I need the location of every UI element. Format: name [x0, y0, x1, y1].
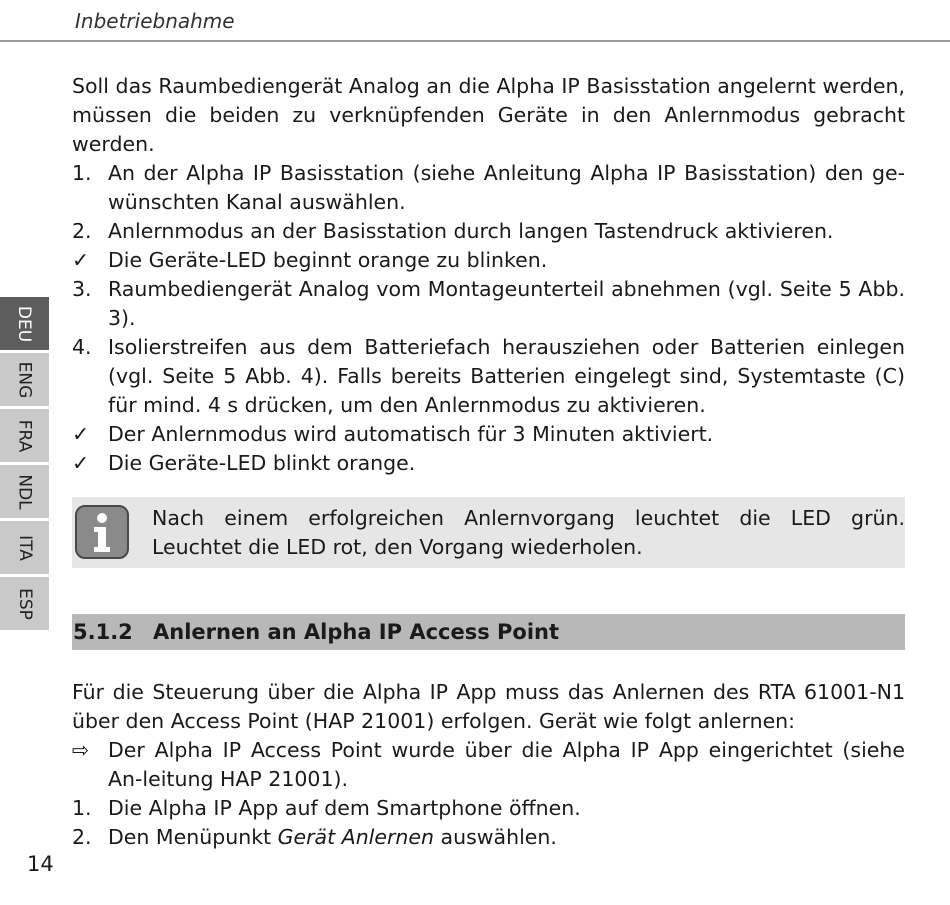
intro-paragraph: Soll das Raumbediengerät Analog an die Alpha IP Basisstation angelernt werden, müssen die beiden zu verknüpfenden Geräte in den Anlernmodus gebracht werden.: [72, 74, 905, 156]
list-item: [72, 794, 905, 823]
check-icon: ✓: [72, 422, 90, 446]
section-heading: [72, 614, 905, 650]
language-tab-label: ENG: [14, 361, 35, 398]
list-item: [72, 159, 905, 217]
language-tab-deu[interactable]: [0, 297, 49, 350]
list-item: [72, 246, 905, 275]
list-marker: 2.: [72, 825, 92, 849]
language-tab-esp[interactable]: [0, 577, 49, 630]
list-item-text: Isolierstreifen aus dem Batteriefach herausziehen oder Batterien einlegen (vgl. Seite 5 Abb. 4). Falls bereits Batterien eingelegt sind, Systemtaste (C) für mind. 4 s drücken, um den Anlernmodus zu aktivieren.: [108, 335, 905, 417]
list-item-text: Anlernmodus an der Basisstation durch langen Tastendruck aktivieren.: [108, 219, 834, 243]
list-marker: 4.: [72, 335, 92, 359]
list-item-text: Raumbediengerät Analog vom Montageunterteil abnehmen (vgl. Seite 5 Abb. 3).: [108, 277, 905, 330]
list-item-text: [108, 823, 905, 852]
list-item: [72, 823, 905, 852]
list-item: [72, 449, 905, 478]
list-item-text-pre: Den Menüpunkt: [108, 825, 278, 849]
list-item-text: Der Alpha IP Access Point wurde über die Alpha IP App eingerichtet (siehe An-leitung HAP 21001).: [108, 738, 905, 791]
language-tab-label: DEU: [14, 305, 35, 342]
list-item-text: An der Alpha IP Basisstation (siehe Anleitung Alpha IP Basisstation) den ge-wünschten Kanal auswählen.: [108, 161, 905, 214]
language-tab-eng[interactable]: [0, 353, 49, 406]
list-marker: 1.: [72, 161, 92, 185]
list-marker: 3.: [72, 277, 92, 301]
language-tab-label: ESP: [14, 587, 35, 620]
section-intro-paragraph: Für die Steuerung über die Alpha IP App muss das Anlernen des RTA 61001-N1 über den Access Point (HAP 21001) erfolgen. Gerät wie folgt anlernen:: [72, 680, 905, 733]
page-number: 14: [27, 852, 54, 876]
page-content: [72, 72, 905, 852]
arrow-right-icon: ⇨: [72, 738, 90, 762]
header-divider: [0, 40, 950, 42]
steps-list-basisstation: [72, 159, 905, 478]
info-note: [72, 497, 905, 568]
running-header: Inbetriebnahme: [75, 9, 235, 33]
language-tab-ndl[interactable]: [0, 465, 49, 518]
language-tab-label: NDL: [14, 473, 35, 510]
section-number: 5.1.2: [73, 620, 133, 644]
list-item: [72, 333, 905, 420]
list-item-text: Die Geräte-LED beginnt orange zu blinken.: [108, 248, 548, 272]
info-note-text: Nach einem erfolgreichen Anlernvorgang leuchtet die LED grün. Leuchtet die LED rot, den Vorgang wiederholen.: [152, 506, 905, 559]
list-item-text: Die Alpha IP App auf dem Smartphone öffnen.: [108, 796, 581, 820]
check-icon: ✓: [72, 248, 90, 272]
check-icon: ✓: [72, 451, 90, 475]
list-item: [72, 420, 905, 449]
list-item: [72, 736, 905, 794]
language-tab-label: FRA: [14, 419, 35, 452]
language-tab-label: ITA: [14, 534, 35, 561]
list-item-text: Die Geräte-LED blinkt orange.: [108, 451, 416, 475]
list-item: [72, 275, 905, 333]
language-tab-ita[interactable]: [0, 521, 49, 574]
info-icon: [74, 504, 130, 560]
section-title: Anlernen an Alpha IP Access Point: [153, 620, 560, 644]
list-item: [72, 217, 905, 246]
language-tab-fra[interactable]: [0, 409, 49, 462]
list-marker: 2.: [72, 219, 92, 243]
list-marker: 1.: [72, 796, 92, 820]
list-item-text-post: auswählen.: [434, 825, 557, 849]
list-item-text: Der Anlernmodus wird automatisch für 3 Minuten aktiviert.: [108, 422, 714, 446]
language-tabs: [0, 297, 49, 633]
menu-item-reference: Gerät Anlernen: [277, 825, 435, 849]
